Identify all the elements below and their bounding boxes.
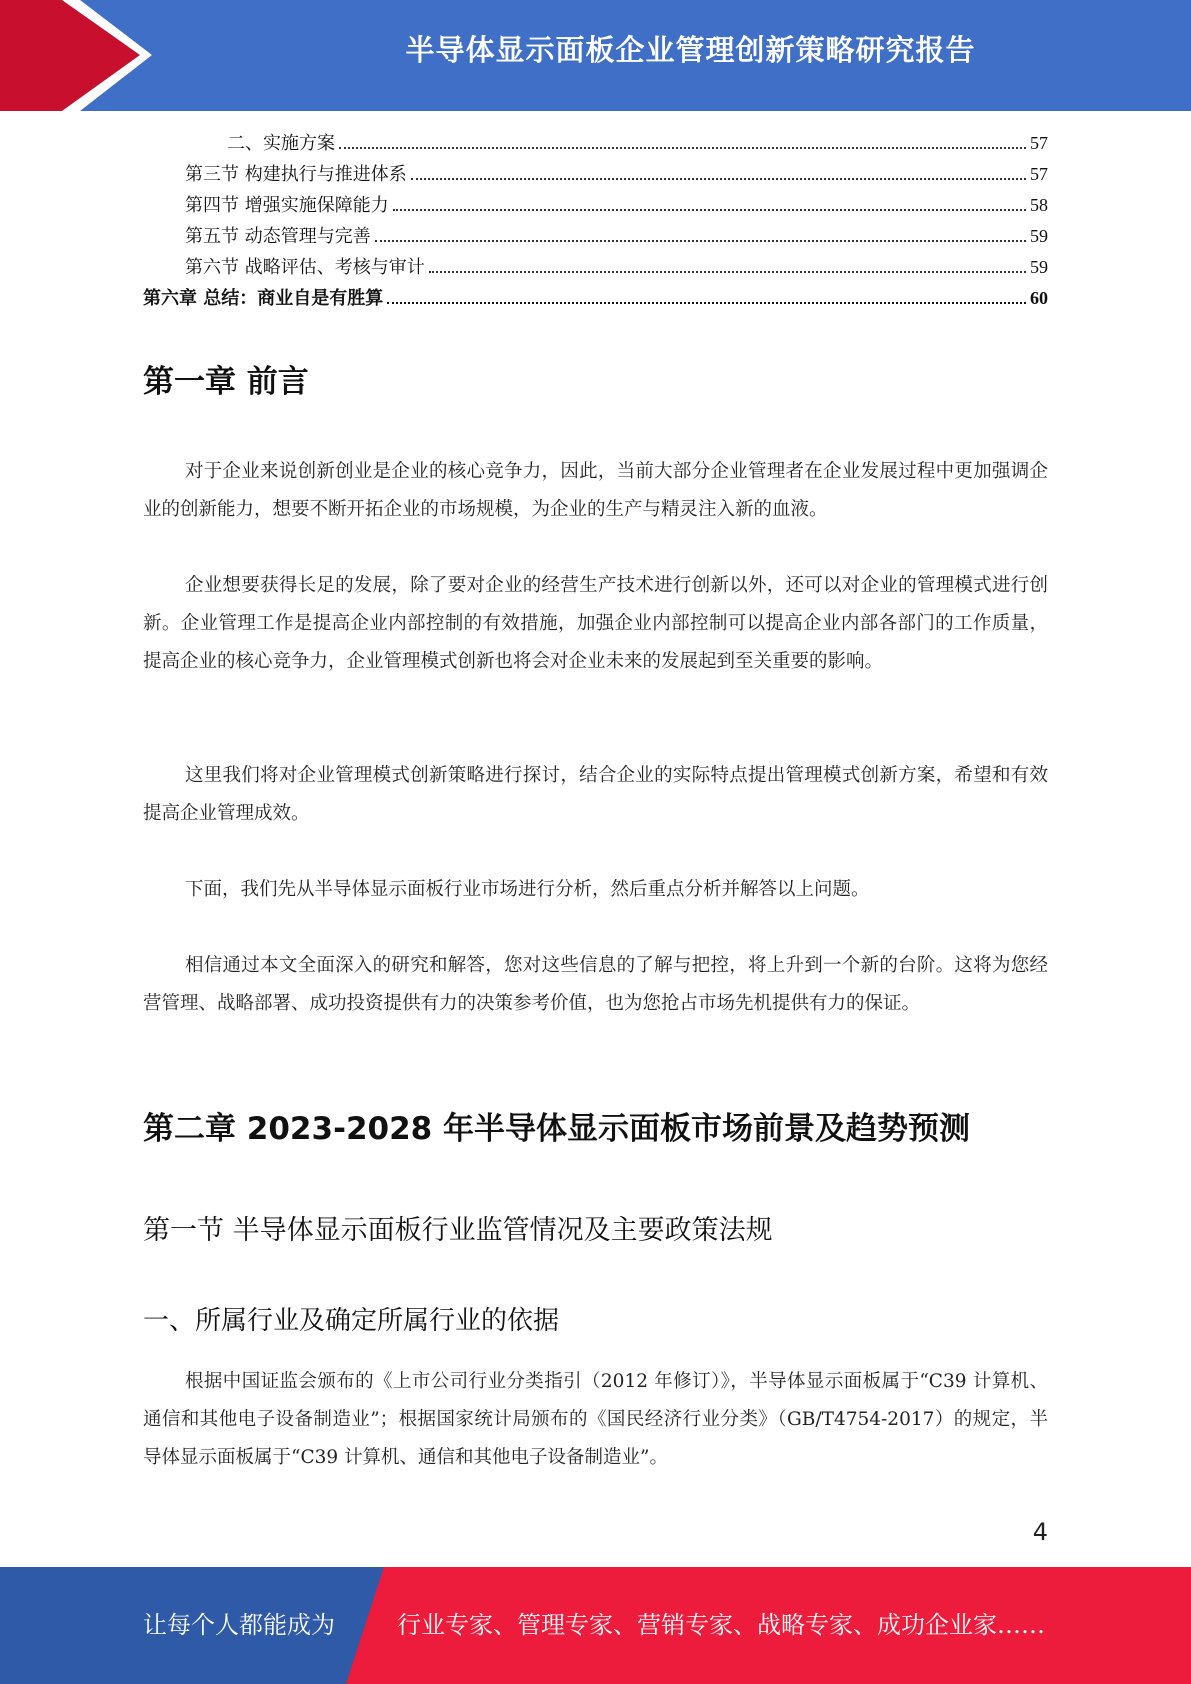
toc-entry[interactable] — [143, 159, 1048, 190]
toc-entry-title: 第三节 构建执行与推进体系 — [185, 164, 407, 185]
paragraph: 下面，我们先从半导体显示面板行业市场进行分析，然后重点分析并解答以上问题。 — [185, 879, 870, 900]
table-of-contents — [143, 128, 1048, 314]
toc-entry-page: 59 — [1030, 226, 1048, 246]
footer-slogan-right: 行业专家、管理专家、营销专家、战略专家、成功企业家…… — [397, 1611, 1045, 1639]
footer-slogan-left: 让每个人都能成为 — [143, 1611, 335, 1639]
chapter-1-heading: 第一章 前言 — [143, 364, 309, 400]
toc-leader-dots — [429, 270, 1026, 273]
toc-leader-dots — [339, 146, 1026, 149]
toc-leader-dots — [411, 177, 1026, 180]
paragraph: 这里我们将对企业管理模式创新策略进行探讨，结合企业的实际特点提出管理模式创新方案，希望和有效提高企业管理成效。 — [143, 765, 1048, 824]
toc-entry-page: 59 — [1030, 257, 1048, 277]
toc-leader-dots — [387, 301, 1026, 304]
toc-entry-title: 第六章 总结：商业自是有胜算 — [143, 288, 384, 309]
toc-entry-title: 二、实施方案 — [227, 133, 335, 154]
toc-entry[interactable] — [143, 221, 1048, 252]
toc-entry-chapter[interactable] — [143, 283, 1048, 314]
paragraph: 企业想要获得长足的发展，除了要对企业的经营生产技术进行创新以外，还可以对企业的管理模式进行创新。企业管理工作是提高企业内部控制的有效措施，加强企业内部控制可以提高企业内部各部门的工作质量，提高企业的核心竞争力，企业管理模式创新也将会对企业未来的发展起到至关重要的影响。 — [143, 575, 1048, 672]
toc-entry[interactable] — [143, 128, 1048, 159]
header-banner — [0, 0, 1191, 111]
toc-entry-page: 58 — [1030, 195, 1048, 215]
toc-entry-page: 57 — [1030, 133, 1048, 153]
page-number: 4 — [1032, 1518, 1048, 1546]
footer-banner — [0, 1567, 1191, 1684]
section-heading: 第一节 半导体显示面板行业监管情况及主要政策法规 — [143, 1215, 773, 1246]
chapter-2-heading: 第二章 2023-2028 年半导体显示面板市场前景及趋势预测 — [143, 1111, 971, 1147]
toc-entry[interactable] — [143, 252, 1048, 283]
toc-leader-dots — [375, 239, 1026, 242]
paragraph: 根据中国证监会颁布的《上市公司行业分类指引（2012 年修订）》，半导体显示面板属于“C39 计算机、通信和其他电子设备制造业”；根据国家统计局颁布的《国民经济行业分类》（GB/T4754-2017）的规定，半导体显示面板属于“C39 计算机、通信和其他电子设备制造业”。 — [143, 1371, 1048, 1468]
toc-entry[interactable] — [143, 190, 1048, 221]
toc-leader-dots — [393, 208, 1026, 211]
paragraph: 对于企业来说创新创业是企业的核心竞争力，因此，当前大部分企业管理者在企业发展过程中更加强调企业的创新能力，想要不断开拓企业的市场规模，为企业的生产与精灵注入新的血液。 — [143, 461, 1048, 520]
toc-entry-title: 第五节 动态管理与完善 — [185, 226, 371, 247]
document-title: 半导体显示面板企业管理创新策略研究报告 — [405, 33, 976, 67]
toc-entry-page: 60 — [1030, 288, 1048, 308]
subsection-heading: 一、所属行业及确定所属行业的依据 — [143, 1306, 560, 1336]
paragraph: 相信通过本文全面深入的研究和解答，您对这些信息的了解与把控，将上升到一个新的台阶。这将为您经营管理、战略部署、成功投资提供有力的决策参考价值，也为您抢占市场先机提供有力的保证。 — [143, 955, 1048, 1014]
toc-entry-page: 57 — [1030, 164, 1048, 184]
toc-entry-title: 第四节 增强实施保障能力 — [185, 195, 389, 216]
toc-entry-title: 第六节 战略评估、考核与审计 — [185, 257, 425, 278]
